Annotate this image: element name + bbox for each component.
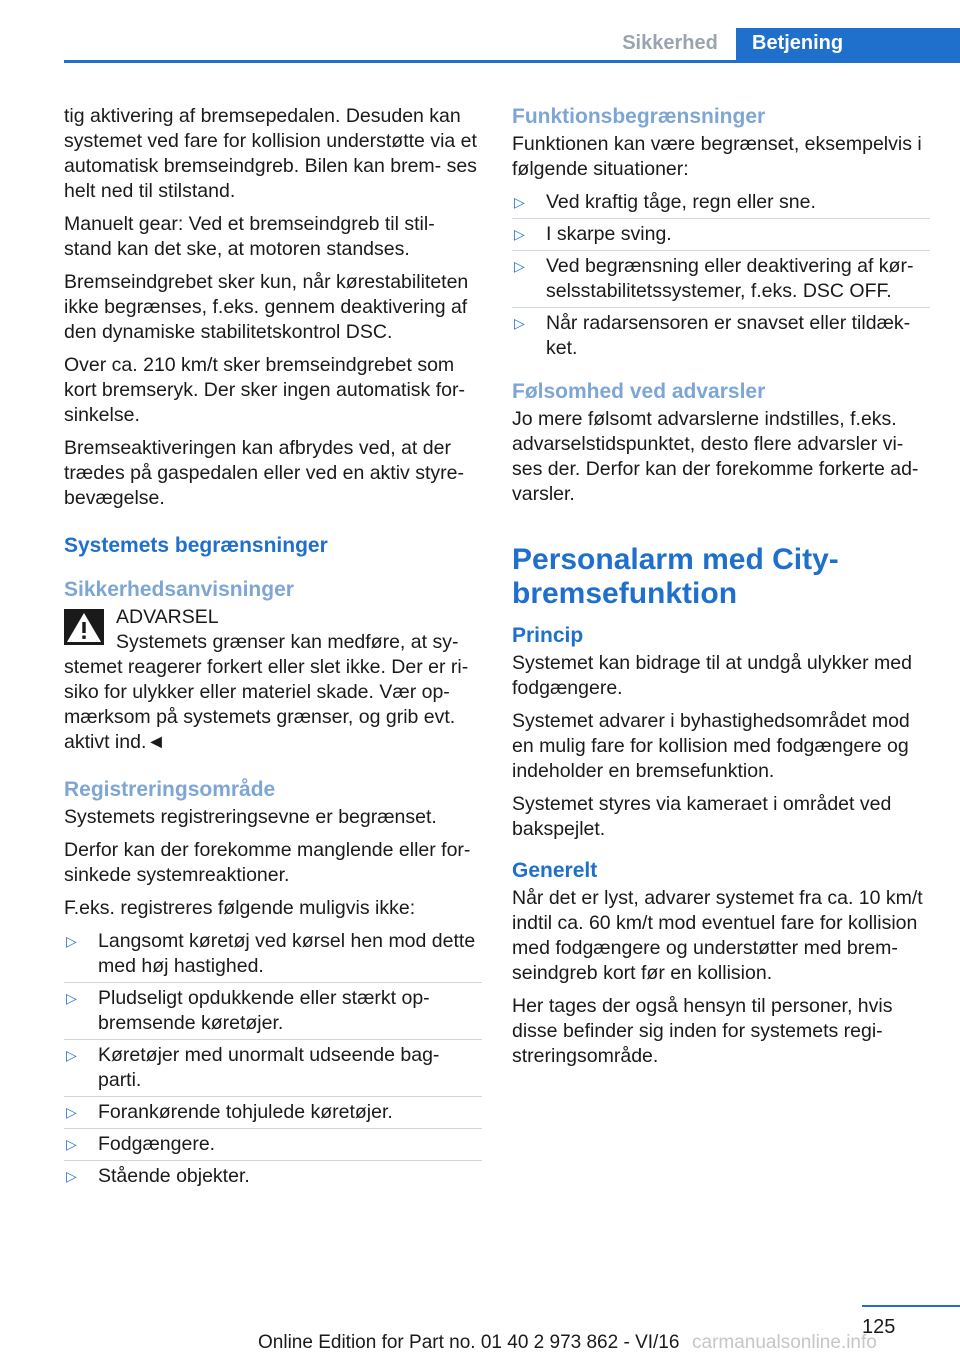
page-number: 125 xyxy=(862,1316,896,1338)
bullet-triangle-icon: ▷ xyxy=(514,315,525,331)
bullet-triangle-icon: ▷ xyxy=(66,1047,77,1063)
warning-text-first: Systemets grænser kan medføre, at sy‐ xyxy=(116,631,459,653)
chapter-heading: Personalarm med City- bremsefunktion xyxy=(512,543,839,610)
paragraph: Systemet kan bidrage til at undgå ulykker med fodgængere. xyxy=(512,652,912,699)
list-item: ▷ I skarpe sving. xyxy=(512,222,930,247)
paragraph: F.eks. registreres følgende muligvis ikke: xyxy=(64,897,416,919)
paragraph: Over ca. 210 km/t sker bremseindgrebet som kort bremseryk. Der sker ingen automatisk for‐ sinkelse. xyxy=(64,354,465,426)
section-heading-general: Generelt xyxy=(512,859,598,882)
page-header xyxy=(0,0,960,62)
warning-block xyxy=(64,605,482,755)
bullet-triangle-icon: ▷ xyxy=(66,1168,77,1184)
section-heading-function-limits: Funktionsbegrænsninger xyxy=(512,105,766,128)
function-limits-list xyxy=(512,190,930,361)
paragraph: Systemets registreringsevne er begrænset. xyxy=(64,806,437,828)
bullet-triangle-icon: ▷ xyxy=(514,258,525,274)
paragraph: Systemet styres via kameraet i området ved bakspejlet. xyxy=(512,793,892,840)
list-item: ▷ Stående objekter. xyxy=(66,1165,250,1187)
bullet-triangle-icon: ▷ xyxy=(66,1136,77,1152)
warning-label: ADVARSEL xyxy=(116,606,219,628)
section-heading-limits: Systemets begrænsninger xyxy=(64,534,328,557)
footer-divider xyxy=(862,1305,960,1307)
paragraph: Bremseindgrebet sker kun, når kørestabiliteten ikke begrænses, f.eks. gennem deaktivering af den dynamiske stabilitetskontrol DSC. xyxy=(64,271,469,343)
list-item: ▷ Fodgængere. xyxy=(64,1132,482,1157)
paragraph: Manuelt gear: Ved et bremseindgreb til stil‐ stand kan det ske, at motoren standses. xyxy=(64,213,435,260)
right-column xyxy=(512,104,930,1077)
paragraph: Jo mere følsomt advarslerne indstilles, f.eks. advarselstidspunktet, desto flere advarsler vi‐ ses der. Derfor kan der forekomme forkerte ad‐ varsler. xyxy=(512,408,919,505)
section-heading-sensitivity: Følsomhed ved advarsler xyxy=(512,380,766,403)
paragraph: Når det er lyst, advarer systemet fra ca. 10 km/t indtil ca. 60 km/t mod eventuel fare for kollision med fodgængere og understøtter med brem‐ seindgreb kort før en kollision. xyxy=(512,887,923,984)
list-item: ▷ Pludseligt opdukkende eller stærkt op‐ bremsende køretøjer. xyxy=(64,986,482,1036)
list-item: ▷ Ved begrænsning eller deaktivering af kør‐ selsstabilitetssystemer, f.eks. DSC OFF. xyxy=(512,254,930,304)
watermark: carmanualsonline.info xyxy=(692,1332,877,1353)
tab-sikkerhed[interactable]: Sikkerhed xyxy=(622,32,718,54)
paragraph: tig aktivering af bremsepedalen. Desuden kan systemet ved fare for kollision understøtte via et automatisk bremseindgreb. Bilen kan brem‐ ses helt ned til stilstand. xyxy=(64,105,477,202)
list-item: ▷ Forankørende tohjulede køretøjer. xyxy=(64,1100,482,1125)
section-heading-safety: Sikkerhedsanvisninger xyxy=(64,578,294,601)
warning-text: stemet reagerer forkert eller slet ikke. Der er ri‐ siko for ulykker eller materiel skade. Vær op‐ mærksom på systemets grænser, og grib evt. aktivt ind.◄ xyxy=(64,656,469,753)
range-list xyxy=(64,929,482,1189)
section-heading-principle: Princip xyxy=(512,624,584,647)
bullet-triangle-icon: ▷ xyxy=(66,990,77,1006)
list-item: ▷ Køretøjer med unormalt udseende bag‐ parti. xyxy=(64,1043,482,1093)
paragraph: Systemet advarer i byhastighedsområdet mod en mulig fare for kollision med fodgængere og indeholder en bremsefunktion. xyxy=(512,710,910,782)
bullet-triangle-icon: ▷ xyxy=(66,1104,77,1120)
paragraph: Funktionen kan være begrænset, eksempelvis i følgende situationer: xyxy=(512,133,922,180)
list-item: ▷ Når radarsensoren er snavset eller tildæk‐ ket. xyxy=(514,312,911,359)
left-column xyxy=(64,104,482,1196)
list-item: ▷ Langsomt køretøj ved kørsel hen mod dette med høj hastighed. xyxy=(64,929,482,979)
paragraph: Bremseaktiveringen kan afbrydes ved, at der trædes på gaspedalen eller ved en aktiv styre‐ bevægelse. xyxy=(64,437,464,509)
bullet-triangle-icon: ▷ xyxy=(514,226,525,242)
bullet-triangle-icon: ▷ xyxy=(514,194,525,210)
tab-betjening[interactable]: Betjening xyxy=(736,28,960,62)
edition-text: Online Edition for Part no. 01 40 2 973 862 - VI/16 xyxy=(258,1332,680,1353)
header-divider xyxy=(64,60,960,63)
section-heading-range: Registreringsområde xyxy=(64,778,276,801)
list-item: ▷ Ved kraftig tåge, regn eller sne. xyxy=(512,190,930,215)
warning-triangle-icon xyxy=(64,609,104,645)
paragraph: Her tages der også hensyn til personer, hvis disse befinder sig inden for systemets regi‐ streringsområde. xyxy=(512,995,893,1067)
bullet-triangle-icon: ▷ xyxy=(66,933,77,949)
paragraph: Derfor kan der forekomme manglende eller for‐ sinkede systemreaktioner. xyxy=(64,839,471,886)
